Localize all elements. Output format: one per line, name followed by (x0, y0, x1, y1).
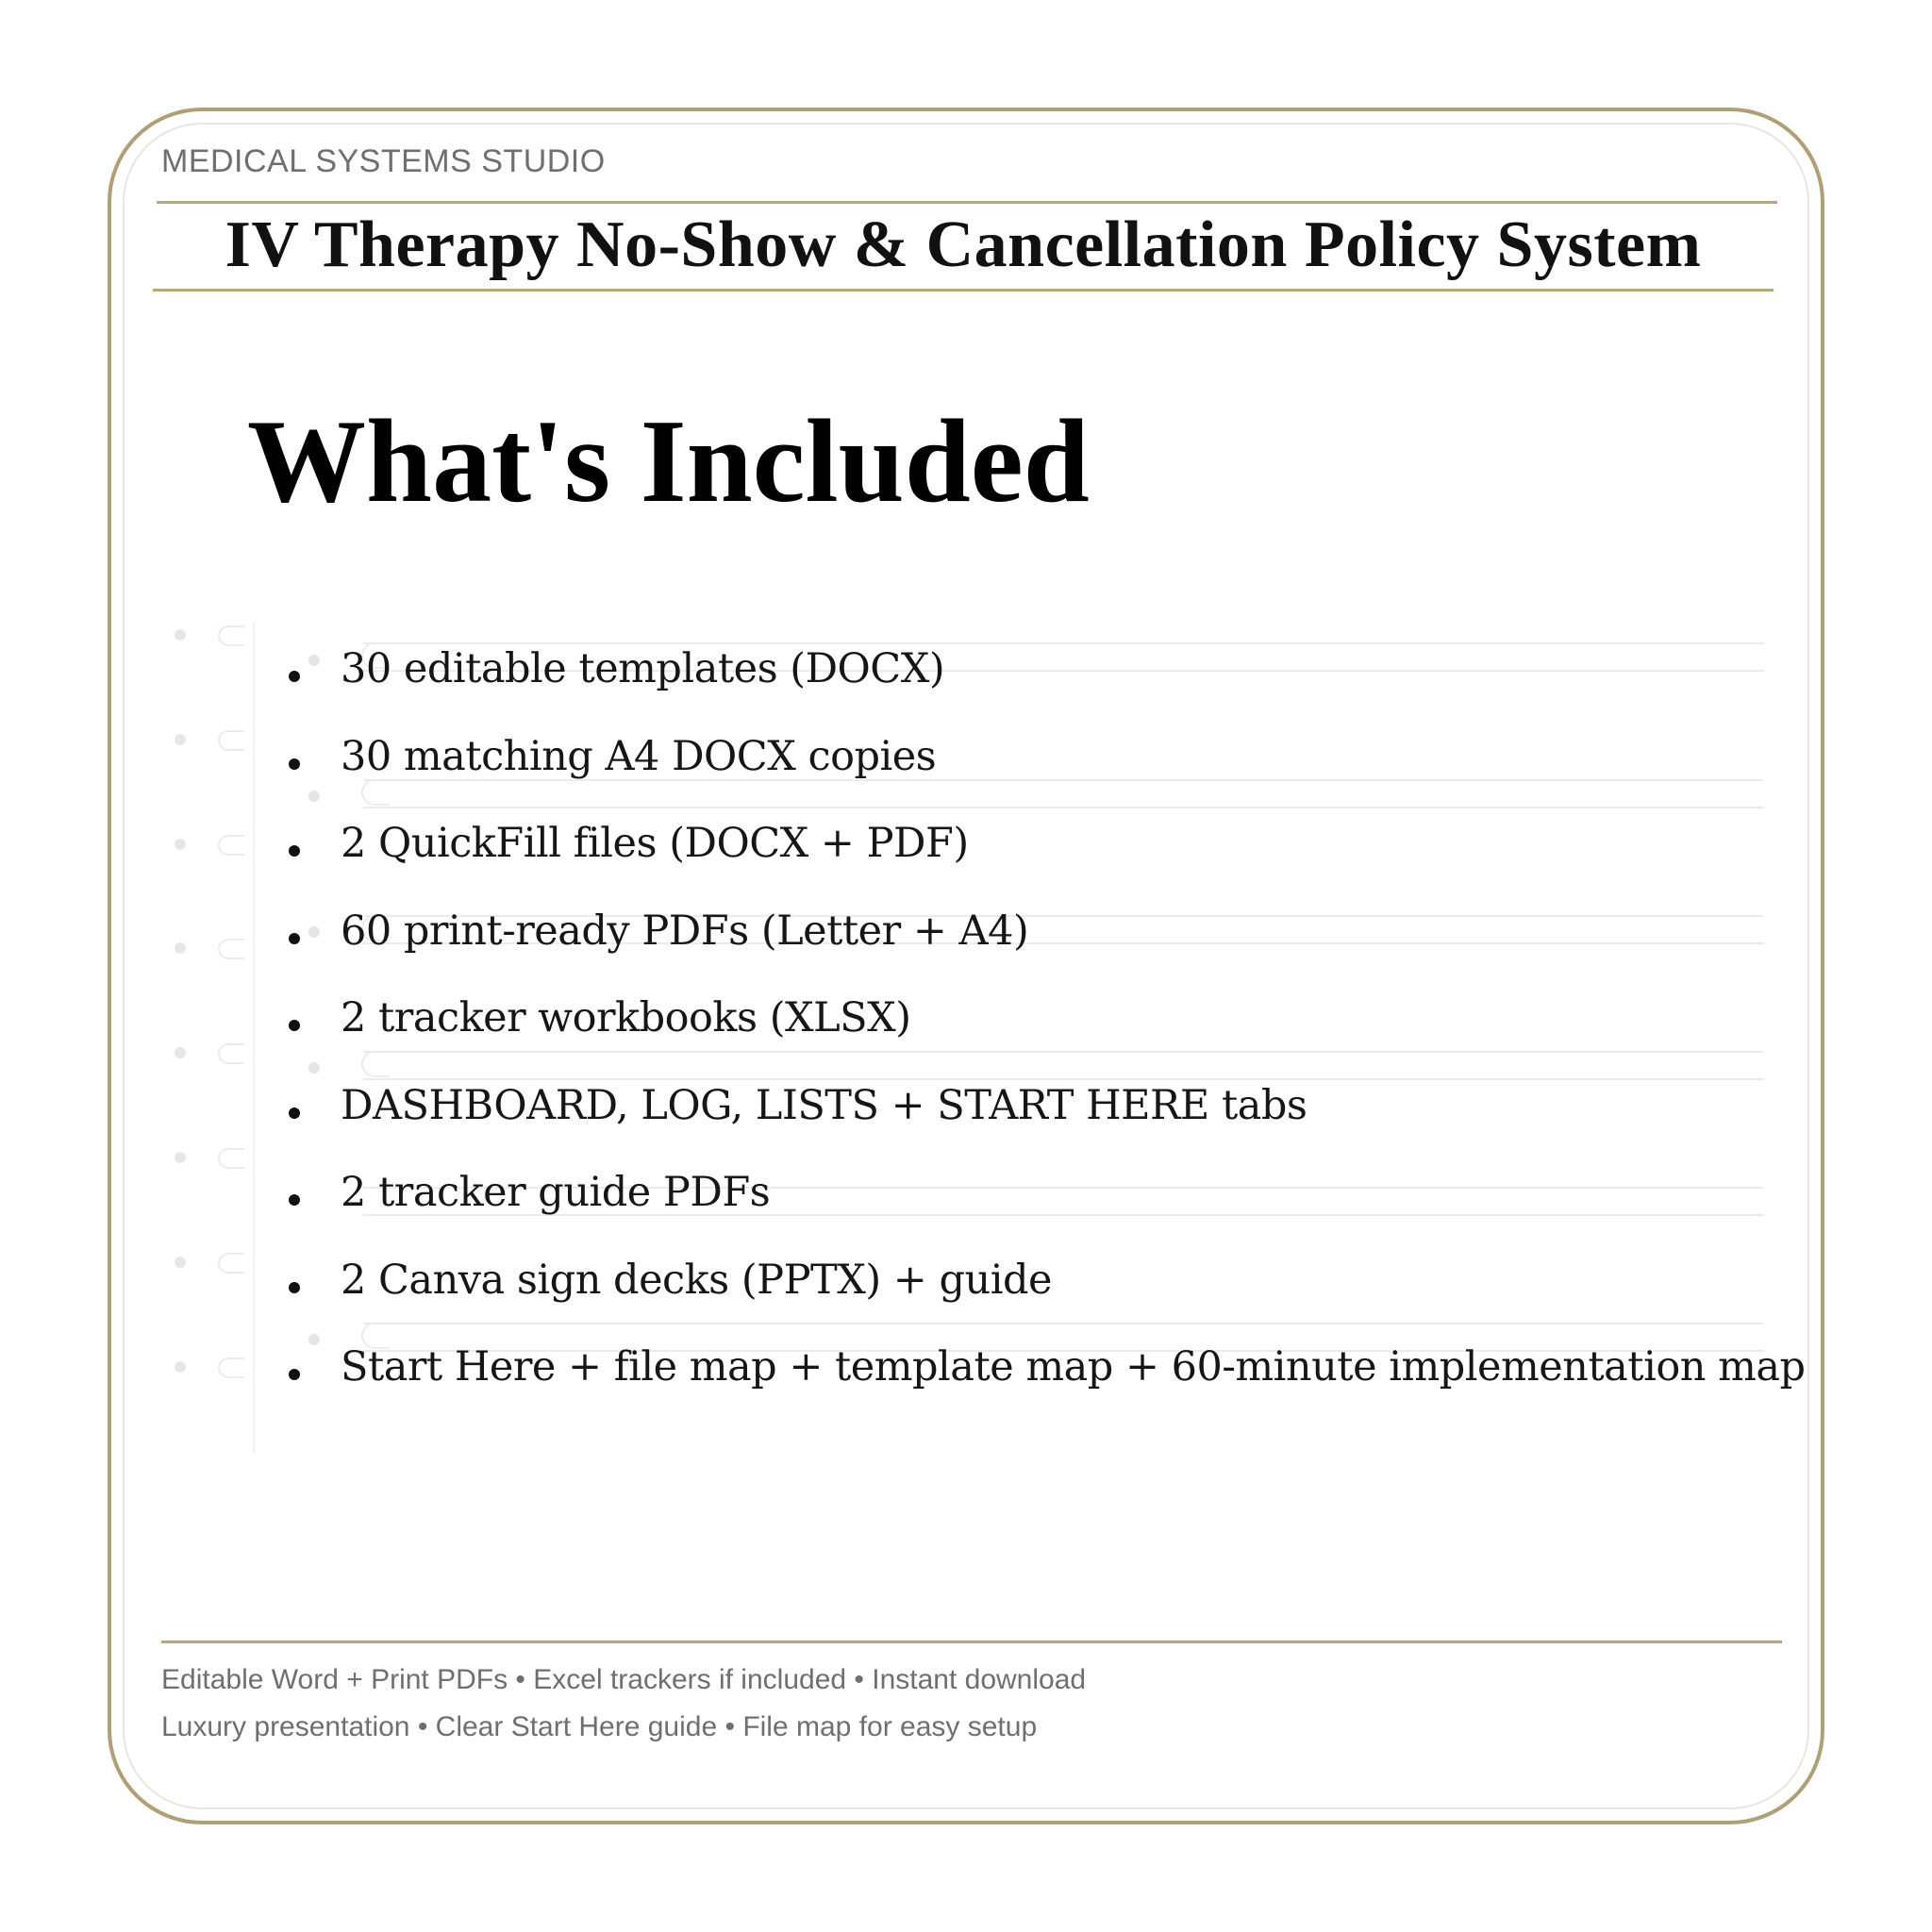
list-item-text: 2 tracker workbooks (XLSX) (341, 994, 911, 1041)
ghost-line (363, 642, 1764, 644)
section-title: What's Included (247, 396, 1090, 527)
bullet-icon (289, 758, 300, 770)
card-frame-inner (123, 123, 1809, 1809)
ghost-box (218, 625, 244, 646)
ghost-line (363, 807, 1764, 808)
ghost-box (218, 1357, 244, 1378)
bullet-icon (289, 845, 300, 857)
ghost-dot (175, 1152, 186, 1163)
ghost-dot (175, 1257, 186, 1268)
ghost-dot (175, 1047, 186, 1058)
ghost-line (363, 1323, 1764, 1324)
ghost-box (218, 1148, 244, 1169)
list-item-text: DASHBOARD, LOG, LISTS + START HERE tabs (341, 1081, 1307, 1129)
bullet-icon (289, 1282, 300, 1293)
ghost-dot (308, 1334, 320, 1345)
footer-line-2: Luxury presentation • Clear Start Here guide • File map for easy setup (161, 1711, 1038, 1742)
list-item-text: 2 QuickFill files (DOCX + PDF) (341, 820, 969, 867)
bullet-icon (289, 1194, 300, 1206)
ghost-line-cap (361, 1051, 390, 1077)
ghost-dot (175, 734, 186, 745)
bullet-icon (289, 1369, 300, 1380)
list-item-text: 2 tracker guide PDFs (341, 1169, 771, 1216)
header-rule-bottom (153, 289, 1774, 291)
bullet-icon (289, 1020, 300, 1031)
ghost-vertical-line (253, 623, 255, 1453)
header-rule-top (157, 201, 1777, 204)
ghost-line (363, 1078, 1764, 1080)
list-item-text: 2 Canva sign decks (PPTX) + guide (341, 1256, 1052, 1304)
ghost-dot (175, 629, 186, 641)
ghost-box (218, 835, 244, 856)
bullet-icon (289, 671, 300, 682)
ghost-box (218, 1043, 244, 1064)
bullet-icon (289, 933, 300, 944)
ghost-dot (175, 942, 186, 954)
document-title: IV Therapy No-Show & Cancellation Policy System (225, 208, 1702, 281)
ghost-dot (308, 926, 320, 938)
ghost-dot (308, 791, 320, 802)
ghost-line (363, 1051, 1764, 1053)
ghost-dot (175, 1361, 186, 1373)
list-item-text: 60 print-ready PDFs (Letter + A4) (341, 907, 1029, 955)
ghost-dot (308, 655, 320, 666)
footer-rule (161, 1641, 1782, 1643)
list-item-text: Start Here + file map + template map + 60-minute implementation map (341, 1343, 1806, 1391)
list-item-text: 30 editable templates (DOCX) (341, 645, 945, 692)
list-item-text: 30 matching A4 DOCX copies (341, 732, 937, 780)
ghost-dot (308, 1062, 320, 1074)
bullet-icon (289, 1108, 300, 1119)
ghost-box (218, 1253, 244, 1274)
ghost-line-cap (361, 779, 390, 806)
ghost-box (218, 939, 244, 959)
ghost-box (218, 730, 244, 751)
ghost-dot (175, 839, 186, 850)
brand-label: MEDICAL SYSTEMS STUDIO (161, 143, 606, 179)
footer-line-1: Editable Word + Print PDFs • Excel trackers if included • Instant download (161, 1664, 1087, 1695)
